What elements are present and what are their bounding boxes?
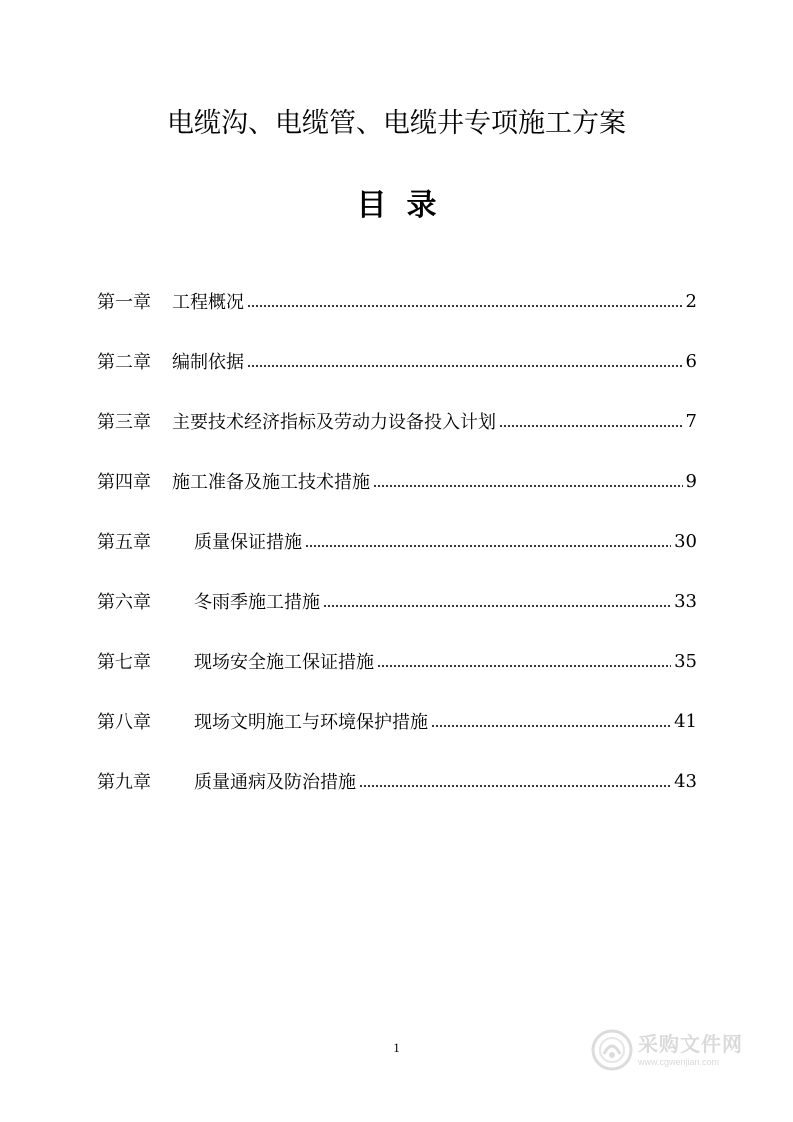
toc-entry-title: 工程概况: [172, 292, 244, 313]
toc-chapter-label: 第九章: [97, 772, 151, 793]
toc-page-number: 35: [674, 650, 697, 672]
toc-dot-leader: [377, 665, 671, 667]
toc-entry[interactable]: [97, 346, 697, 376]
watermark: [590, 1024, 780, 1076]
toc-dot-leader: [359, 785, 671, 787]
toc-dot-leader: [247, 305, 683, 307]
toc-chapter-label: 第一章: [97, 292, 151, 313]
toc-entry[interactable]: [97, 646, 697, 676]
toc-entry-title: 质量保证措施: [194, 532, 302, 553]
toc-page-number: 41: [674, 710, 697, 732]
toc-chapter-label: 第八章: [97, 712, 151, 733]
toc-page-number: 33: [674, 590, 697, 612]
document-title: 电缆沟、电缆管、电缆井专项施工方案: [167, 108, 626, 139]
toc-dot-leader: [323, 605, 671, 607]
toc-chapter-label: 第六章: [97, 592, 151, 613]
toc-chapter-label: 第四章: [97, 472, 151, 493]
watermark-logo-icon: [590, 1028, 634, 1072]
toc-entry[interactable]: [97, 406, 697, 436]
toc-entry-title: 冬雨季施工措施: [194, 592, 320, 613]
toc-entry-title: 编制依据: [172, 352, 244, 373]
toc-entry-title: 施工准备及施工技术措施: [172, 472, 370, 493]
toc-heading: 目录: [356, 188, 457, 223]
toc-page-number: 43: [674, 770, 697, 792]
toc-entry[interactable]: [97, 706, 697, 736]
toc-dot-leader: [305, 545, 671, 547]
toc-dot-leader: [247, 365, 683, 367]
toc-entry[interactable]: [97, 586, 697, 616]
toc-page-number: 30: [674, 530, 697, 552]
toc-chapter-label: 第五章: [97, 532, 151, 553]
toc-entry[interactable]: [97, 766, 697, 796]
watermark-name: 采购文件网: [638, 1032, 743, 1056]
toc-entry[interactable]: [97, 286, 697, 316]
toc-page-number: 2: [685, 290, 697, 312]
toc-page-number: 7: [685, 410, 697, 432]
toc-entry[interactable]: [97, 466, 697, 496]
toc-page-number: 9: [685, 470, 697, 492]
page-number: 1: [393, 1040, 400, 1055]
toc-chapter-label: 第七章: [97, 652, 151, 673]
watermark-url: www.cgwenjian.com: [638, 1057, 720, 1067]
toc-entry-title: 质量通病及防治措施: [194, 772, 356, 793]
toc-dot-leader: [431, 725, 671, 727]
toc-dot-leader: [373, 485, 683, 487]
toc-entry-title: 现场安全施工保证措施: [194, 652, 374, 673]
toc-entry-title: 主要技术经济指标及劳动力设备投入计划: [172, 412, 496, 433]
toc-page-number: 6: [685, 350, 697, 372]
toc-chapter-label: 第二章: [97, 352, 151, 373]
toc-dot-leader: [499, 425, 683, 427]
toc-entry-title: 现场文明施工与环境保护措施: [194, 712, 428, 733]
toc-entry[interactable]: [97, 526, 697, 556]
toc-chapter-label: 第三章: [97, 412, 151, 433]
